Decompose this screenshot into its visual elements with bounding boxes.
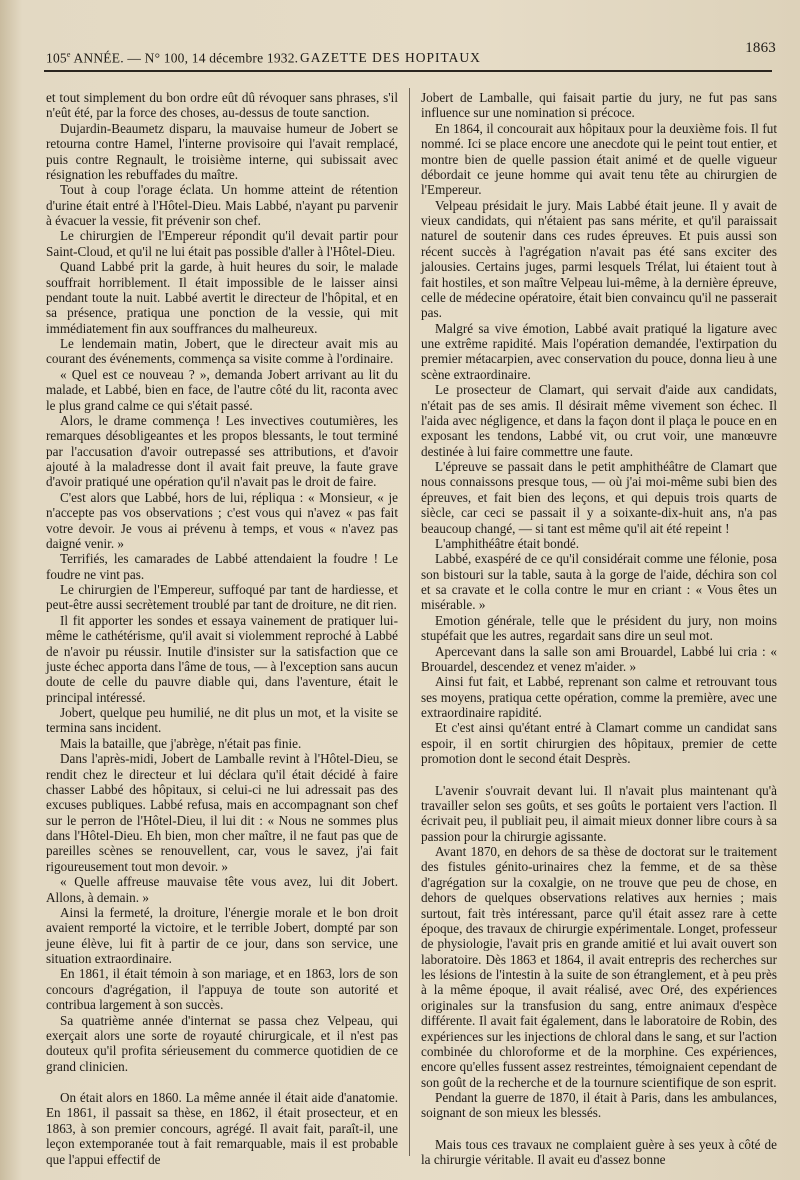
paragraph: Quand Labbé prit la garde, à huit heures du soir, le malade souffrait horriblement. Il était impossible de le laisser ainsi pendant toute la nuit. Labbé avertit le directeur de l'hôpital, et en sa présence, pratiqua une ponction de la vessie, qui mit immédiatement fin aux souffrances du malheureux. [46,259,398,336]
paragraph: En 1864, il concourait aux hôpitaux pour la deuxième fois. Il fut nommé. Ici se place encore une anecdote qui le peint tout entier, et montre bien de quelle passion était animé et de quelle vigueur débordait ce jeune homme qui avait tenu tête au chirurgien de l'Empereur. [421,120,777,198]
section-break [421,767,777,783]
paragraph: Sa quatrième année d'internat se passa chez Velpeau, qui exerçait alors une sorte de royauté chirurgicale, et il n'est pas douteux qu'il profita sérieusement du commerce quotidien de ce grand clinicien. [46,1012,398,1074]
paragraph: Jobert, quelque peu humilié, ne dit plus un mot, et la visite se termina sans incident. [46,705,398,736]
paragraph: C'est alors que Labbé, hors de lui, répliqua : « Monsieur, « je n'accepte pas vos observations ; c'est vous qui n'avez « pas fait votre devoir. Je vous ai prévenu à temps, et vous « n'avez pas daigné venir. » [46,489,398,551]
paragraph: Jobert de Lamballe, qui faisait partie du jury, ne fut pas sans influence sur une nomination si précoce. [421,90,777,121]
paragraph: Apercevant dans la salle son ami Brouardel, Labbé lui cria : « Brouardel, descendez et venez m'aider. » [421,643,777,674]
paragraph: Malgré sa vive émotion, Labbé avait pratiqué la ligature avec une extrême rapidité. Mais l'opération demandée, l'extirpation du premier métacarpien, avec conservation du pouce, donna lieu à une scène extraordinaire. [421,320,777,382]
paragraph: Et c'est ainsi qu'étant entré à Clamart comme un candidat sans espoir, il en sortit chirurgien des hôpitaux, premier de cette promotion dont le second était Desprès. [421,720,777,767]
paragraph: Il fit apporter les sondes et essaya vainement de pratiquer lui-même le cathétérisme, qu'il avait si violemment reproché à Labbé de n'avoir pu réussir. Inutile d'insister sur la satisfaction que ce juste échec apporta dans l'âme de tous, — à l'exception sans aucun doute de celle du pauvre diable qui, dans l'aventure, était le principal intéressé. [46,612,398,705]
journal-title: GAZETTE DES HOPITAUX [300,50,481,65]
issue-line [46,50,298,67]
paragraph: Mais tous ces travaux ne complaient guère à ses yeux à côté de la chirurgie véritable. Il avait eu d'assez bonne [421,1136,777,1168]
year-number: 105 [46,50,67,66]
year-suffix: e [66,50,71,59]
paragraph: et tout simplement du bon ordre eût dû révoquer sans phrases, s'il n'eût été, par la force des choses, au-dessus de toute sanction. [46,90,398,121]
page-header [46,40,776,66]
section-break [46,1074,398,1090]
paragraph: Terrifiés, les camarades de Labbé attendaient la foudre ! Le foudre ne vint pas. [46,551,398,582]
paragraph: En 1861, il était témoin à son mariage, et en 1863, lors de son concours d'agrégation, il l'appuya de toute son autorité et contribua largement à son succès. [46,966,398,1013]
left-column [46,90,398,1167]
paragraph: Le lendemain matin, Jobert, que le directeur avait mis au courant des événements, commença sa visite comme à l'ordinaire. [46,336,398,367]
right-column [421,90,777,1168]
paragraph: Emotion générale, telle que le président du jury, non moins stupéfait que les autres, regardait sans dire un seul mot. [421,612,777,644]
paragraph: Ainsi la fermeté, la droiture, l'énergie morale et le bon droit avaient remporté la victoire, et le terrible Jobert, dompté par son jeune élève, lui fit à partir de ce jour, dans son service, une situation extraordinaire. [46,904,398,966]
paragraph: Dans l'après-midi, Jobert de Lamballe revint à l'Hôtel-Dieu, se rendit chez le directeur et lui déclara qu'il était décidé à faire chasser Labbé des hôpitaux, si celui-ci ne lui adressait pas des excuses publiques. Labbé refusa, mais en accompagnant son chef sur le perron de l'Hôtel-Dieu, il lui dit : « Nous ne sommes plus dans l'Hôtel-Dieu. Eh bien, mon cher maître, il ne faut pas que de pareilles scènes se renouvellent, car, vous le savez, j'ai fait rigoureusement tout mon devoir. » [46,751,398,874]
paragraph: Dujardin-Beaumetz disparu, la mauvaise humeur de Jobert se retourna contre Hamel, l'interne provisoire qui l'avait remplacé, puis contre Regnault, le troisième interne, qui subissait avec résignation les rebuffades du maître. [46,120,398,182]
paragraph: Le chirurgien de l'Empereur répondit qu'il devait partir pour Saint-Cloud, et qu'il ne lui était pas possible d'aller à l'Hôtel-Dieu. [46,228,398,259]
paragraph: Ainsi fut fait, et Labbé, reprenant son calme et retrouvant tous ses moyens, pratiqua cette opération, comme la première, avec une extraordinaire rapidité. [421,674,777,720]
paragraph: « Quelle affreuse mauvaise tête vous avez, lui dit Jobert. Allons, à demain. » [46,874,398,905]
paragraph: On était alors en 1860. La même année il était aide d'anatomie. En 1861, il passait sa thèse, en 1862, il était prosecteur, et en 1863, à son premier concours, agrégé. Il avait fait, paraît-il, une leçon extemporanée tout à fait remarquable, mais il est probable que l'appui effectif de [46,1090,398,1167]
page-number: 1863 [745,40,776,56]
column-divider [409,88,410,1156]
section-break [421,1121,777,1137]
paragraph: Mais la bataille, que j'abrège, n'était pas finie. [60,735,302,751]
annee-label: ANNÉE. [70,50,124,66]
paragraph: L'avenir s'ouvrait devant lui. Il n'avait plus maintenant qu'à travailler selon ses goûts, et ses goûts le portaient vers l'action. Il écrivait peu, il publiait peu, il aimait mieux donner libre cours à sa passion pour la chirurgie agissante. [421,782,777,844]
paragraph: Le chirurgien de l'Empereur, suffoqué par tant de hardiesse, et peut-être aussi secrètement troublé par tant de droiture, ne dit rien. [46,582,398,613]
paragraph: Labbé, exaspéré de ce qu'il considérait comme une félonie, posa son bistouri sur la table, sauta à la gorge de l'aide, déchira son col et sa cravate et le colla contre le mur en criant : « Vous êtes un misérable. » [421,551,777,613]
paragraph: Velpeau présidait le jury. Mais Labbé était jeune. Il y avait de vieux candidats, qui n'étaient pas sans mérite, et qu'il paraissait naturel de soutenir dans ces rudes épreuves. Et puis aussi son récent succès à l'agrégation n'avait pas été sans exciter des jalousies. Certains juges, parmi lesquels Trélat, lui étaient tout à fait hostiles, et son maître Velpeau lui-même, à la dernière épreuve, celle de médecine opératoire, était bien convaincu qu'il ne passerait pas. [421,197,777,321]
paragraph: Le prosecteur de Clamart, qui servait d'aide aux candidats, n'était pas de ses amis. Il désirait même vivement son échec. Il l'aida avec négligence, et dans la façon dont il plaça le pouce en en exposant les tendons, Labbé vit, ou crut voir, une manœuvre destinée à lui faire commettre une faute. [421,382,777,459]
paragraph: Pendant la guerre de 1870, il était à Paris, dans les ambulances, soignant de son mieux les blessés. [421,1090,777,1121]
paragraph: L'amphithéâtre était bondé. [435,535,580,551]
header-rule [44,70,772,72]
paragraph: Alors, le drame commença ! Les invectives coutumières, les remarques désobligeantes et les propos blessants, le tout terminé par l'accusation d'avoir outrepassé ses attributions, et d'avoir ajouté à la maladresse dont il avait fait preuve, la faute grave d'avoir pratiqué une opération qu'il n'avait pas le droit de faire. [46,412,398,490]
paragraph: Avant 1870, en dehors de sa thèse de doctorat sur le traitement des fistules génito-urinaires chez la femme, et de sa thèse d'agrégation sur la coxalgie, on ne trouve que peu de chose, en dehors de quelques observations relatives aux hernies ; mais surtout, fait très intéressant, parce qu'il était assez rare à cette époque, des travaux de chirurgie expérimentale. Longet, professeur de physiologie, l'avait pris en grande amitié et lui avait ouvert son laboratoire. Dès 1863 et 1864, il avait entrepris des recherches sur les lésions de l'intestin à la suite de son étranglement, et à peu près à la même époque, il avait réalisé, avec Oré, des expériences originales sur la transfusion du sang, entre animaux d'espèce différente. Il avait fait également, dans le laboratoire de Robin, des expériences sur les injections de chloral dans le sang, et sur l'action combinée du chloroforme et de la morphine. Ces expériences, encore qu'elles fussent assez restreintes, témoignaient cependant de son goût de la recherche et de la tournure scientifique de son esprit. [421,844,777,1090]
issue-date: — N° 100, 14 décembre 1932. [123,50,299,66]
paragraph: « Quel est ce nouveau ? », demanda Jobert arrivant au lit du malade, et Labbé, bien en face, de l'autre côté du lit, raconta avec le plus grand calme ce qui s'était passé. [46,366,398,413]
paragraph: L'épreuve se passait dans le petit amphithéâtre de Clamart que nous connaissons presque tous, — où j'ai moi-même subi bien des épreuves, et fait bien des leçons, et qui depuis trois quarts de siècle, car ceci se passait il y a soixante-dix-huit ans, n'a pas beaucoup changé, — si tant est même qu'il ait été repeint ! [421,459,777,536]
paragraph: Tout à coup l'orage éclata. Un homme atteint de rétention d'urine était entré à l'Hôtel-Dieu. Mais Labbé, n'ayant pu parvenir à évacuer la vessie, fit prévenir son chef. [46,182,398,228]
